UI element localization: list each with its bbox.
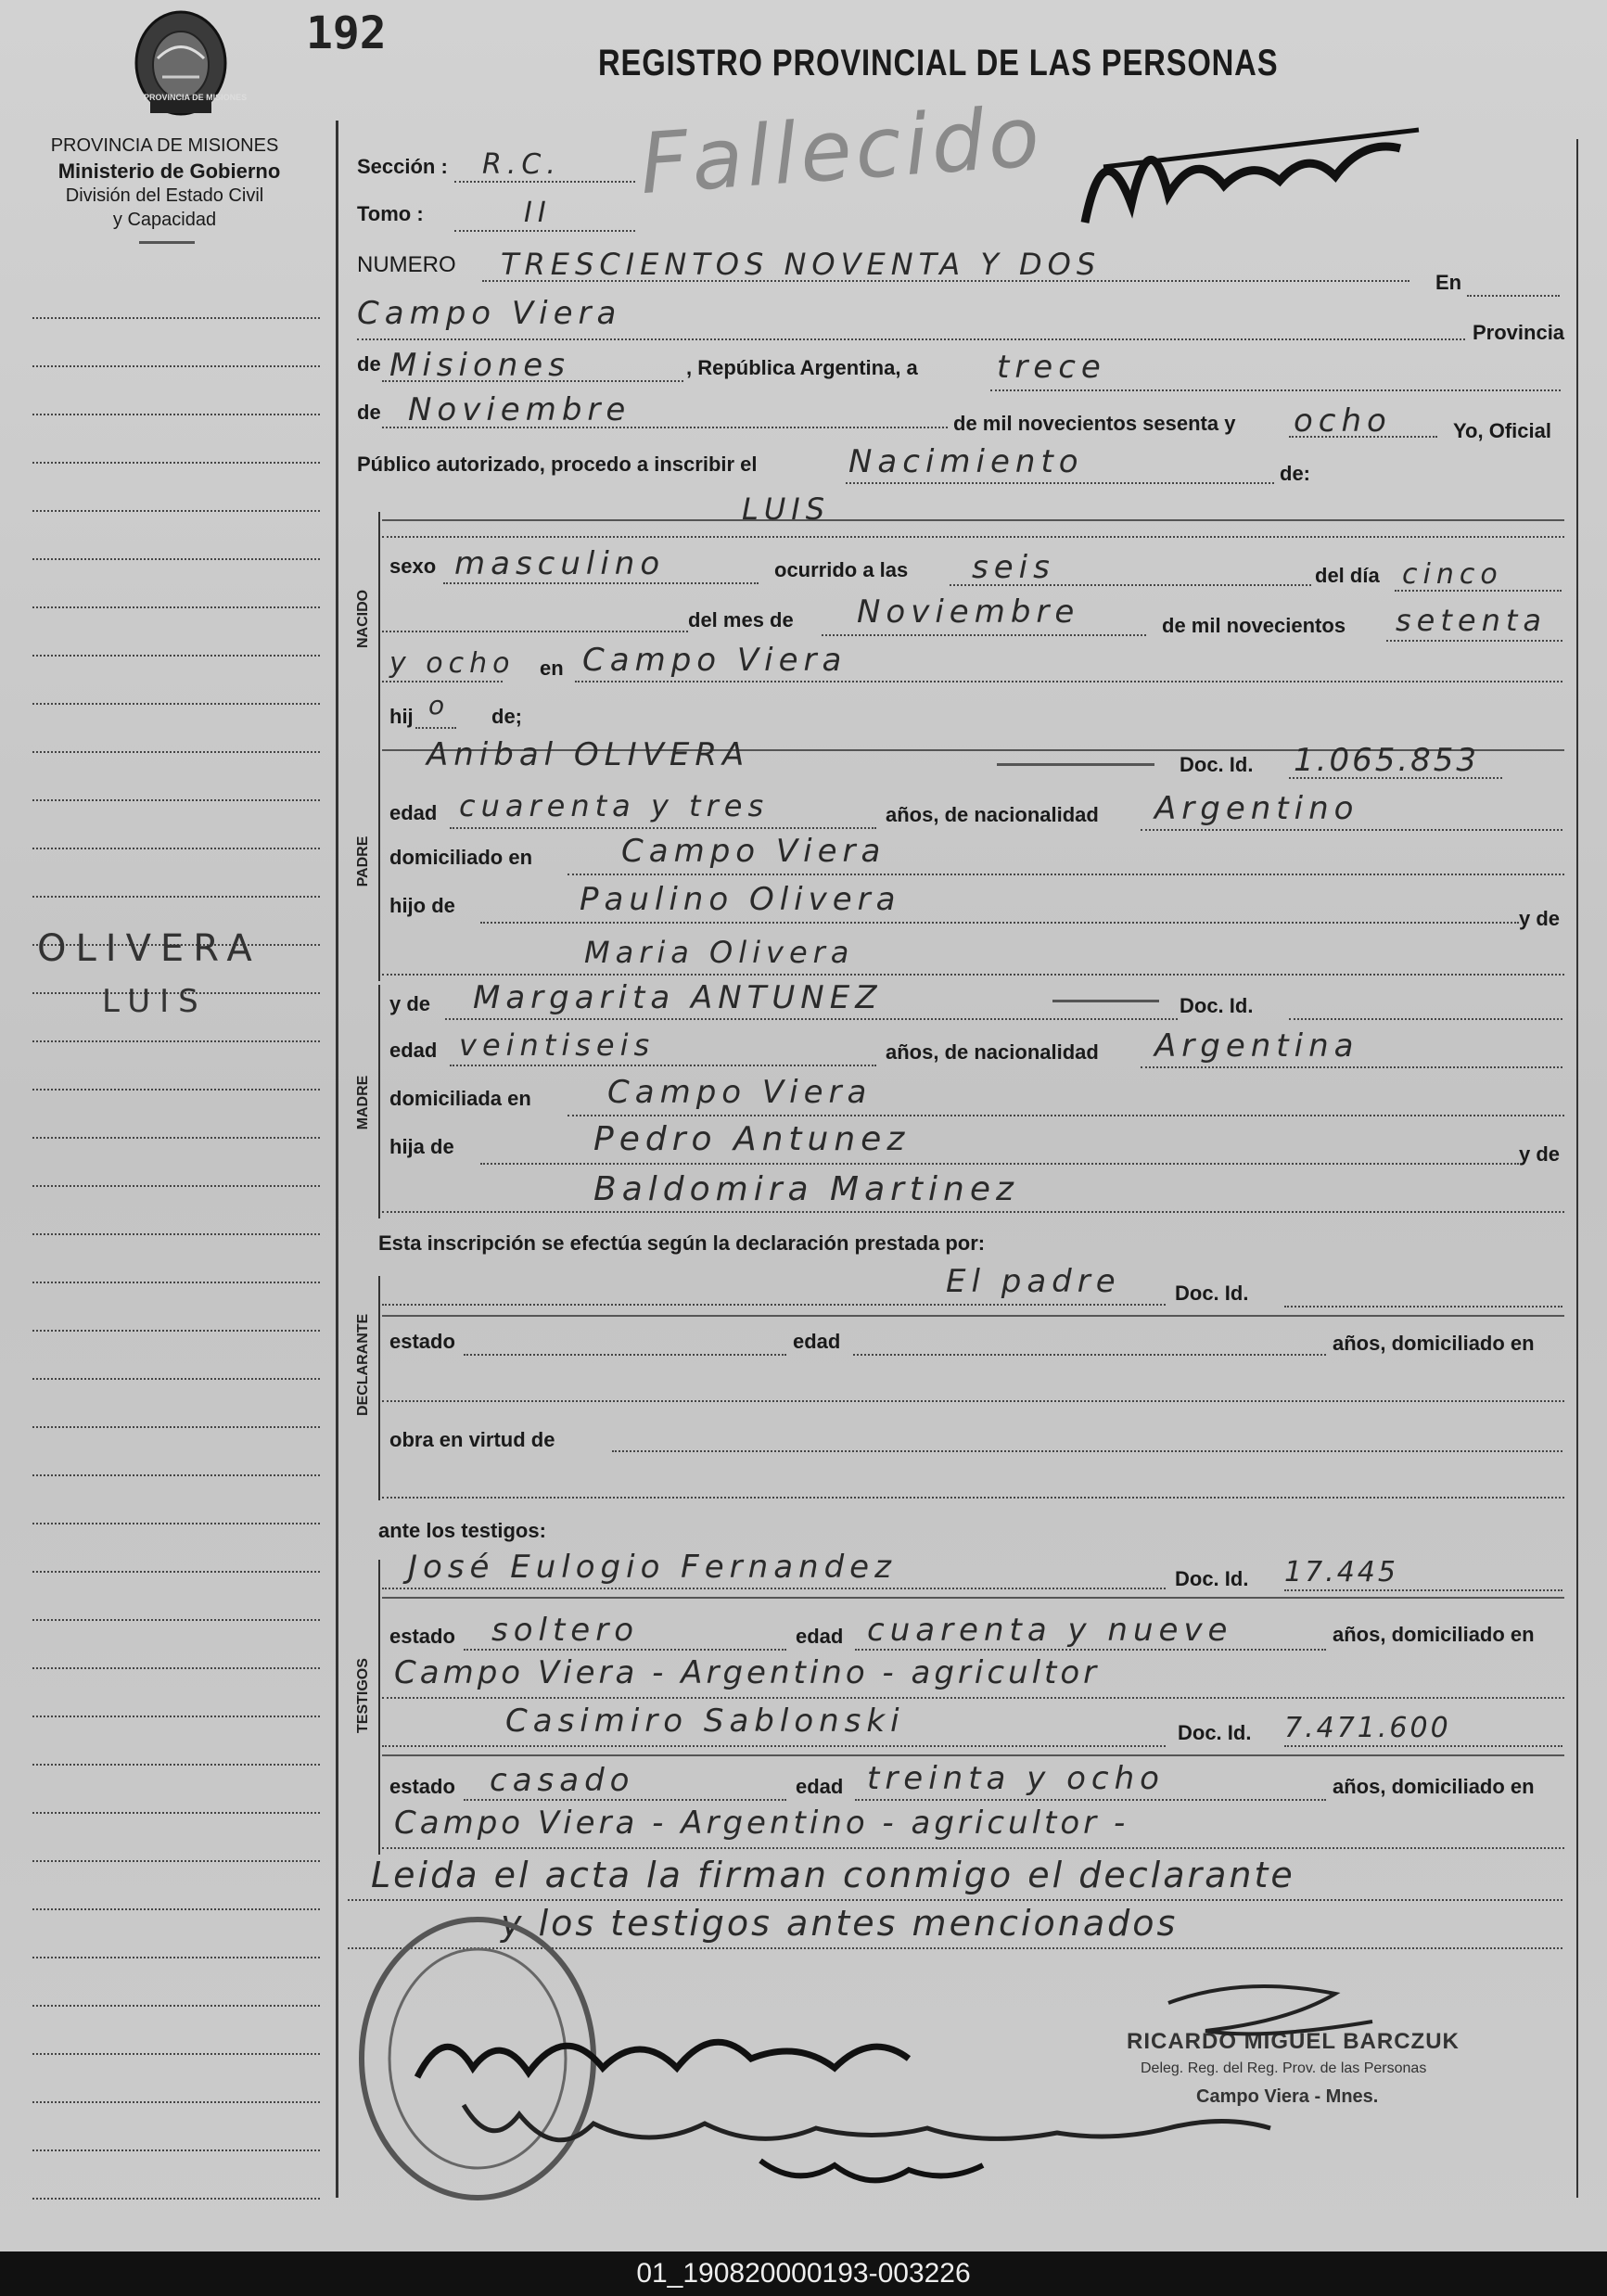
margin-guide-line — [32, 751, 320, 753]
bottom-signatures-icon — [408, 1966, 1428, 2207]
label-estado-decl: estado — [389, 1330, 455, 1353]
t2-dom-line — [382, 1847, 1564, 1849]
padre-edad-line — [450, 827, 876, 829]
margin-guide-line — [32, 606, 320, 608]
label-doc-padre: Doc. Id. — [1180, 753, 1254, 776]
value-tomo: II — [524, 197, 552, 229]
margin-guide-line — [32, 1716, 320, 1717]
official-name: RICARDO MIGUEL BARCZUK — [1127, 2029, 1460, 2054]
acto-line — [846, 482, 1274, 484]
header-divider — [139, 241, 195, 244]
value-nombre: LUIS — [742, 491, 830, 527]
label-yo-oficial: Yo, Oficial — [1453, 419, 1551, 442]
margin-guide-line — [32, 1571, 320, 1573]
value-testigo1-edad: cuarenta y nueve — [867, 1612, 1233, 1649]
tab-madre: MADRE — [355, 1075, 371, 1130]
seal-caption: PROVINCIA DE MISIONES — [144, 93, 248, 102]
label-en: En — [1435, 271, 1462, 294]
margin-guide-line — [32, 558, 320, 560]
value-madre-padre: Pedro Antunez — [593, 1120, 911, 1158]
t2-edad-line — [855, 1799, 1326, 1801]
header-province: PROVINCIA DE MISIONES — [50, 135, 279, 156]
value-padre-padre: Paulino Olivera — [580, 881, 901, 918]
anio-nac-2-line — [382, 681, 503, 682]
margin-guide-line — [32, 414, 320, 415]
margin-guide-line — [32, 1089, 320, 1091]
testigo2-line — [382, 1745, 1166, 1747]
right-border — [1576, 139, 1578, 2198]
value-testigo2: Casimiro Sablonski — [505, 1703, 905, 1740]
value-dia-nac: cinco — [1402, 558, 1503, 591]
hij-line — [415, 727, 456, 729]
value-numero: TRESCIENTOS NOVENTA Y DOS — [501, 247, 1102, 282]
value-seccion: R.C. — [482, 148, 561, 181]
label-de: de — [357, 352, 381, 376]
value-cierre-1: Leida el acta la firman conmigo el declarante — [371, 1855, 1295, 1895]
label-numero: NUMERO — [357, 252, 456, 277]
label-doc-declarante: Doc. Id. — [1175, 1282, 1249, 1305]
label-y-de-madre-2: y de — [1519, 1142, 1561, 1166]
value-testigo1-doc: 17.445 — [1284, 1556, 1398, 1588]
margin-guide-line — [32, 1667, 320, 1669]
anio-nac-line — [1386, 640, 1562, 642]
value-mes: Noviembre — [408, 391, 631, 428]
nacido-top-rule — [382, 519, 1564, 521]
label-sexo: sexo — [389, 555, 437, 578]
label-anos-nac-padre: años, de nacionalidad — [886, 803, 1099, 826]
testigos-bracket — [378, 1560, 380, 1855]
margin-guide-line — [32, 365, 320, 367]
header-division-2: y Capacidad — [112, 210, 217, 230]
margin-guide-line — [32, 655, 320, 657]
official-place: Campo Viera - Mnes. — [1196, 2086, 1379, 2107]
tomo-line — [454, 230, 635, 232]
margin-guide-line — [32, 462, 320, 464]
fallecido-annotation: Fallecido — [636, 87, 1047, 214]
label-edad-padre: edad — [389, 801, 438, 824]
label-de-2: de — [357, 401, 381, 424]
mes-nac-line — [822, 634, 1146, 636]
declarante-line — [382, 1304, 1166, 1306]
label-estado-t2: estado — [389, 1775, 455, 1798]
padre-nac-line — [1141, 829, 1562, 831]
label-en-2: en — [540, 657, 564, 680]
margin-guide-line — [32, 1812, 320, 1814]
tab-testigos: TESTIGOS — [355, 1658, 371, 1733]
decl-edad-line — [853, 1354, 1326, 1356]
margin-surname: OLIVERA — [37, 927, 261, 970]
t2-estado-line — [464, 1799, 786, 1801]
margin-guide-line — [32, 1764, 320, 1766]
madre-line — [445, 1018, 1178, 1020]
value-padre-madre: Maria Olivera — [584, 935, 855, 970]
nacido-bracket — [378, 512, 380, 744]
label-anos-dom-decl: años, domiciliado en — [1333, 1332, 1535, 1355]
value-testigo2-dom: Campo Viera - Argentino - agricultor - — [394, 1805, 1129, 1842]
value-dia: trece — [997, 349, 1106, 386]
madre-bracket — [378, 985, 380, 1218]
padre-dom-line — [568, 874, 1564, 875]
signature-top-icon — [1066, 93, 1437, 241]
value-madre: Margarita ANTUNEZ — [473, 979, 883, 1016]
testigo1-doc-line — [1284, 1589, 1562, 1591]
label-doc-testigo1: Doc. Id. — [1175, 1567, 1249, 1590]
label-del-mes: del mes de — [688, 608, 794, 631]
value-testigo1-dom: Campo Viera - Argentino - agricultor — [394, 1654, 1101, 1691]
margin-guide-line — [32, 1474, 320, 1476]
testigo2-doc-line — [1284, 1745, 1562, 1747]
coat-of-arms-seal-icon — [130, 7, 232, 123]
margin-guide-line — [32, 848, 320, 849]
localidad-line — [357, 338, 1465, 340]
value-madre-madre: Baldomira Martinez — [593, 1170, 1019, 1208]
label-doc-testigo2: Doc. Id. — [1178, 1721, 1252, 1744]
label-anos-nac-madre: años, de nacionalidad — [886, 1040, 1099, 1064]
label-anos-dom-t1: años, domiciliado en — [1333, 1623, 1535, 1646]
label-mil-novecientos: de mil novecientos — [1162, 614, 1346, 637]
value-hijo-suffix: o — [428, 690, 451, 721]
madre-dom-line — [568, 1115, 1564, 1116]
margin-guide-line — [32, 317, 320, 319]
label-mil-sesenta: de mil novecientos sesenta y — [953, 412, 1236, 435]
value-hora: seis — [972, 549, 1055, 586]
document-number: 192 — [306, 7, 387, 59]
label-edad-decl: edad — [793, 1330, 841, 1353]
tab-nacido: NACIDO — [355, 589, 371, 648]
official-role: Deleg. Reg. del Reg. Prov. de las Personas — [1141, 2060, 1427, 2076]
label-publico: Público autorizado, procedo a inscribir el — [357, 453, 758, 476]
margin-guide-line — [32, 1137, 320, 1139]
label-seccion: Sección : — [357, 155, 448, 178]
value-localidad: Campo Viera — [357, 295, 622, 332]
tab-padre: PADRE — [355, 835, 371, 887]
nombre-line — [382, 536, 1564, 538]
margin-guide-line — [32, 1426, 320, 1428]
label-edad-madre: edad — [389, 1039, 438, 1062]
madre-edad-line — [450, 1065, 876, 1066]
margin-guide-line — [32, 1282, 320, 1283]
declarante-doc-line — [1284, 1306, 1562, 1307]
margin-guide-line — [32, 1233, 320, 1235]
decl-dom-line — [382, 1400, 1564, 1402]
value-mes-nac: Noviembre — [857, 593, 1080, 631]
madre-madre-line — [382, 1211, 1564, 1213]
label-edad-t2: edad — [796, 1775, 844, 1798]
label-del-dia: del día — [1315, 564, 1380, 587]
margin-guide-line — [32, 1378, 320, 1380]
t1-edad-line — [855, 1649, 1326, 1651]
margin-guide-line — [32, 2053, 320, 2055]
label-doc-madre: Doc. Id. — [1180, 994, 1254, 1017]
value-padre-edad: cuarenta y tres — [459, 788, 770, 823]
padre-madre-line — [382, 974, 1564, 976]
value-madre-edad: veintiseis — [459, 1027, 656, 1063]
value-testigo2-estado: casado — [490, 1762, 635, 1799]
value-testigo1-estado: soltero — [491, 1612, 639, 1649]
label-edad-t1: edad — [796, 1625, 844, 1648]
margin-guide-line — [32, 2149, 320, 2151]
declarante-bracket — [378, 1276, 380, 1500]
value-padre: Anibal OLIVERA — [427, 736, 750, 773]
t1-estado-line — [464, 1649, 786, 1651]
document-title: REGISTRO PROVINCIAL DE LAS PERSONAS — [598, 43, 1279, 83]
label-ocurrido: ocurrido a las — [774, 558, 909, 581]
padre-dash — [997, 763, 1154, 766]
label-ante-testigos: ante los testigos: — [378, 1519, 546, 1542]
label-hijo-de: hijo de — [389, 894, 455, 917]
value-padre-doc: 1.065.853 — [1294, 742, 1480, 779]
label-obra: obra en virtud de — [389, 1428, 555, 1451]
margin-divider — [336, 121, 338, 2198]
testigo2-rule — [382, 1754, 1564, 1756]
cierre-line-1 — [348, 1899, 1562, 1901]
margin-guide-line — [32, 1957, 320, 1958]
margin-guide-line — [32, 1908, 320, 1910]
label-hij: hij — [389, 705, 414, 728]
tab-declarante: DECLARANTE — [355, 1313, 371, 1416]
margin-guide-line — [32, 2198, 320, 2200]
margin-given-name: LUIS — [102, 983, 208, 1020]
margin-guide-line — [32, 1185, 320, 1187]
madre-dash — [1052, 1000, 1159, 1002]
value-anio: ocho — [1294, 402, 1392, 440]
en-line — [1467, 295, 1560, 297]
label-provincia: Provincia — [1473, 321, 1565, 344]
value-declarante: El padre — [946, 1263, 1121, 1300]
testigo1-line — [382, 1588, 1166, 1589]
value-testigo2-doc: 7.471.600 — [1284, 1712, 1451, 1744]
value-lugar-nac: Campo Viera — [582, 642, 848, 679]
sexo-line — [443, 582, 759, 584]
margin-guide-line — [32, 896, 320, 898]
madre-nac-line — [1141, 1066, 1562, 1068]
label-estado-t1: estado — [389, 1625, 455, 1648]
label-hija-de: hija de — [389, 1135, 454, 1158]
label-anos-dom-t2: años, domiciliado en — [1333, 1775, 1535, 1798]
obra-line-2 — [382, 1497, 1564, 1499]
value-provincia: Misiones — [389, 347, 570, 384]
label-tomo: Tomo : — [357, 202, 424, 225]
value-acto: Nacimiento — [848, 443, 1084, 480]
label-y-de-madre: y de — [389, 992, 431, 1015]
label-de-3: de; — [491, 705, 522, 728]
margin-guide-line — [32, 2101, 320, 2103]
padre-bracket — [378, 742, 380, 981]
header-division-1: División del Estado Civil — [65, 185, 264, 206]
padre-padre-line — [480, 922, 1519, 924]
label-republica: , República Argentina, a — [686, 356, 918, 379]
label-y-de-padre: y de — [1519, 907, 1561, 930]
label-declaracion: Esta inscripción se efectúa según la declaración prestada por: — [378, 1231, 986, 1255]
value-anio-nac-2: y ocho — [389, 647, 516, 680]
header-ministry: Ministerio de Gobierno — [57, 159, 281, 183]
value-cierre-2: y los testigos antes mencionados — [501, 1903, 1179, 1944]
dia-line — [990, 389, 1561, 391]
obra-line — [612, 1450, 1562, 1452]
value-testigo2-edad: treinta y ocho — [867, 1760, 1165, 1797]
margin-guide-line — [32, 1040, 320, 1042]
margin-guide-line — [32, 1330, 320, 1332]
margin-guide-line — [32, 1619, 320, 1621]
margin-guide-line — [32, 1523, 320, 1524]
file-identifier: 01_190820000193-003226 — [0, 2251, 1607, 2296]
decl-estado-line — [464, 1354, 786, 1356]
value-sexo: masculino — [454, 545, 666, 582]
value-anio-nac-1: setenta — [1396, 603, 1548, 638]
margin-guide-line — [32, 799, 320, 801]
label-de-colon: de: — [1280, 462, 1310, 485]
lugar-nac-line — [575, 681, 1562, 682]
margin-guide-line — [32, 703, 320, 705]
margin-guide-line — [32, 510, 320, 512]
testigo1-rule — [382, 1597, 1564, 1599]
pre-mes-line — [382, 631, 688, 632]
value-madre-dom: Campo Viera — [607, 1074, 873, 1111]
margin-guide-line — [32, 1860, 320, 1862]
label-domiciliada: domiciliada en — [389, 1087, 531, 1110]
madre-doc-line — [1289, 1018, 1562, 1020]
label-domiciliado-padre: domiciliado en — [389, 846, 533, 869]
seccion-line — [454, 181, 635, 183]
declarante-rule — [382, 1315, 1564, 1317]
value-padre-dom: Campo Viera — [621, 833, 886, 870]
value-padre-nac: Argentino — [1154, 790, 1359, 827]
value-madre-nac: Argentina — [1154, 1027, 1359, 1065]
madre-padre-line — [480, 1163, 1519, 1165]
t1-dom-line — [382, 1697, 1564, 1699]
margin-guide-line — [32, 2005, 320, 2007]
value-testigo1: José Eulogio Fernandez — [408, 1549, 897, 1586]
